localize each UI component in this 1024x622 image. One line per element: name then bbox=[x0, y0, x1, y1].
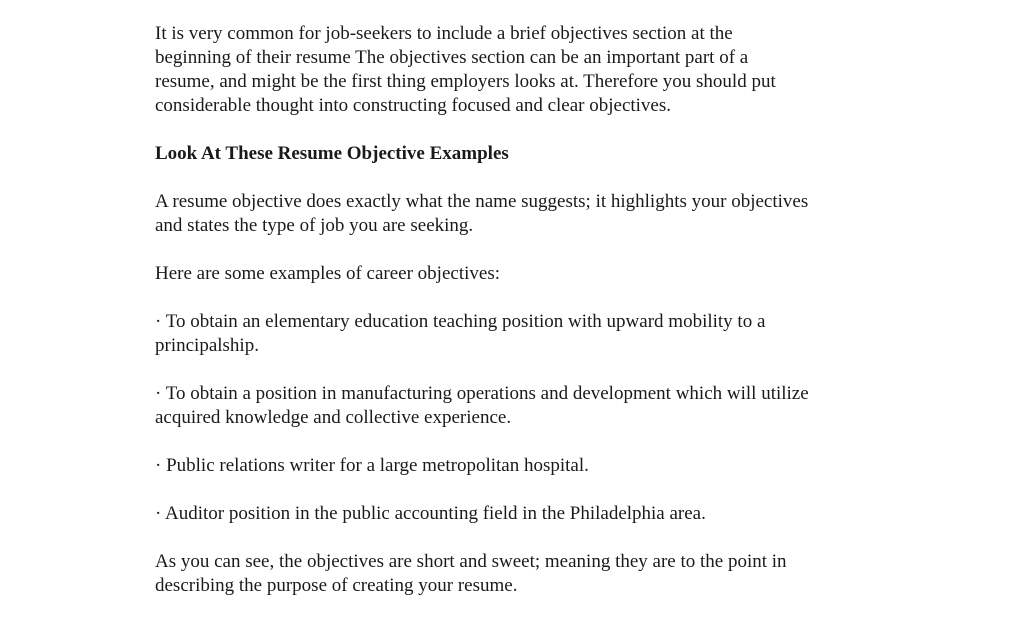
conclusion-paragraph: As you can see, the objectives are short and sweet; meaning they are to the point in describing the purpose of creating your resume. bbox=[155, 551, 787, 596]
definition-paragraph: A resume objective does exactly what the name suggests; it highlights your objectives and states the type of job you are seeking. bbox=[155, 191, 809, 236]
document-body bbox=[155, 22, 875, 622]
section-heading: Look At These Resume Objective Examples bbox=[155, 143, 509, 164]
example-item-1: · To obtain an elementary education teaching position with upward mobility to a principalship. bbox=[155, 311, 766, 356]
example-item-3: · Public relations writer for a large metropolitan hospital. bbox=[155, 455, 589, 476]
examples-intro: Here are some examples of career objectives: bbox=[155, 263, 500, 284]
intro-paragraph: It is very common for job-seekers to include a brief objectives section at the beginning of their resume The objectives section can be an important part of a resume, and might be the first thing employers looks at. Therefore you should put considerable thought into constructing focused and clear objectives. bbox=[155, 23, 776, 116]
example-item-2: · To obtain a position in manufacturing operations and development which will utilize acquired knowledge and collective experience. bbox=[155, 383, 809, 428]
example-item-4: · Auditor position in the public accounting field in the Philadelphia area. bbox=[155, 503, 706, 524]
